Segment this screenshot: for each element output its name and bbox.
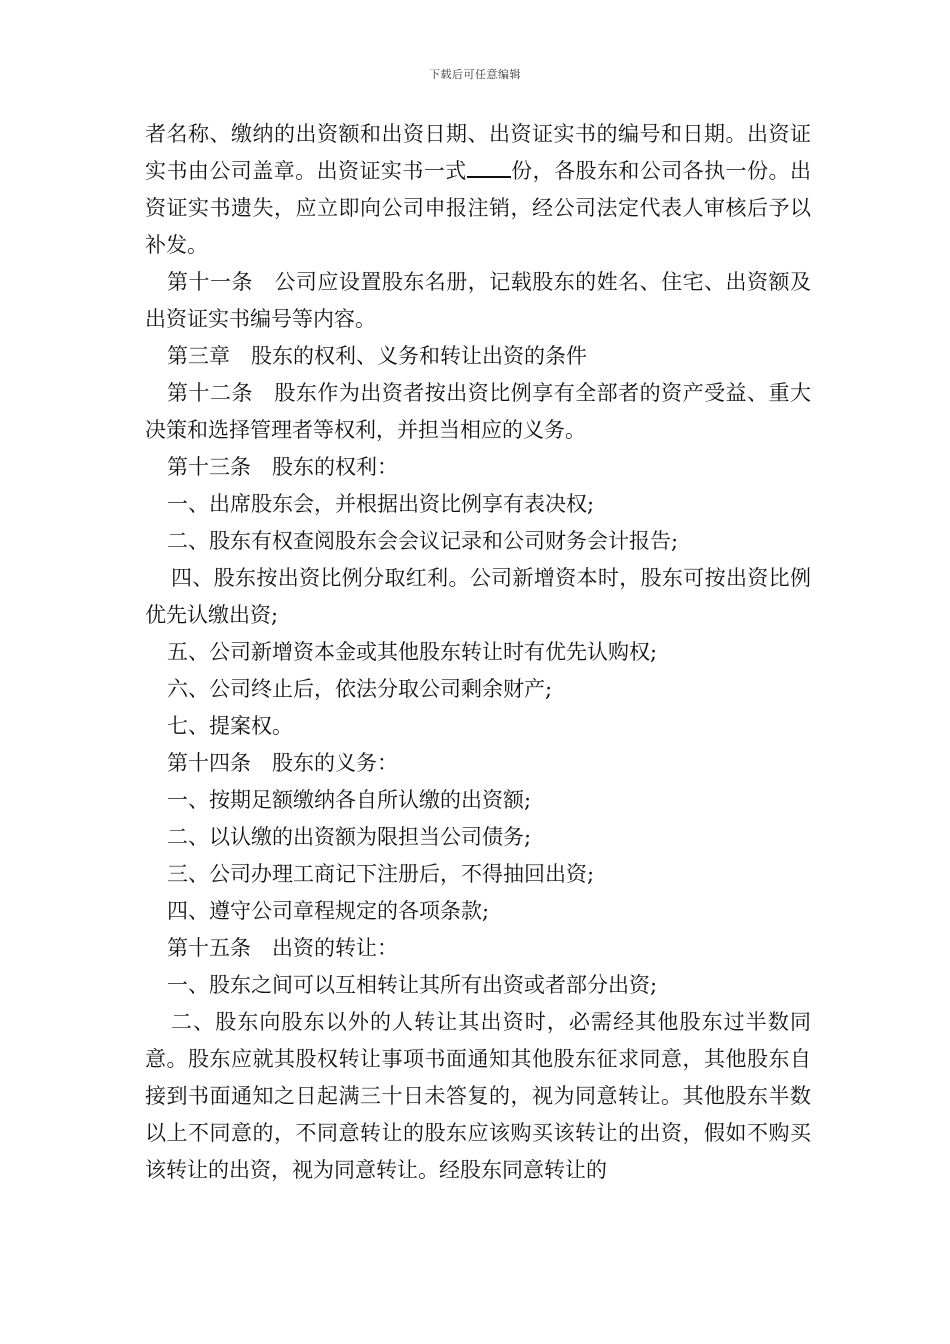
list-item: 三、公司办理工商记下注册后，不得抽回出资; [167,862,595,886]
list-item: 五、公司新增资本金或其他股东转让时有优先认购权; [167,640,658,664]
article-13: 第十三条 股东的权利： [167,455,398,479]
fill-in-blank [467,156,511,178]
article-15: 第十五条 出资的转让： [167,936,398,960]
list-item: 一、按期足额缴纳各自所认缴的出资额; [167,788,532,812]
document-body [145,116,811,1189]
list-item: 二、股东有权查阅股东会会议记录和公司财务会计报告; [167,529,679,553]
list-item: 七、提案权。 [167,714,293,738]
paragraph-text: 份，各股东和公司各执一份。出资证实书遗失，应立即向公司申报注销，经公司法定代表人审核后予以补发。 [145,159,812,257]
article-14: 第十四条 股东的义务： [167,751,398,775]
page-header-note: 下载后可任意编辑 [429,68,521,81]
article-11: 第十一条 公司应设置股东名册，记载股东的姓名、住宅、出资额及出资证实书编号等内容。 [145,270,811,331]
paragraph-capital-certificate [145,116,811,264]
list-item: 四、股东按出资比例分取红利。公司新增资本时，股东可按出资比例优先认缴出资; [145,566,811,627]
list-item: 二、股东向股东以外的人转让其出资时，必需经其他股东过半数同意。股东应就其股权转让事项书面通知其他股东征求同意，其他股东自接到书面通知之日起满三十日未答复的，视为同意转让。其他股东半数以上不同意的，不同意转让的股东应该购买该转让的出资，假如不购买该转让的出资，视为同意转让。经股东同意转让的 [145,1010,811,1182]
paragraph-text: 者名称、缴纳的出资额和出资日期、出资证实书的编号和日期。出资证实书由公司盖章。出资证实书一式 [145,122,811,183]
list-item: 一、出席股东会，并根据出资比例享有表决权; [167,492,595,516]
list-item: 四、遵守公司章程规定的各项条款; [167,899,490,923]
chapter-3-heading: 第三章 股东的权利、义务和转让出资的条件 [167,344,587,368]
list-item: 二、以认缴的出资额为限担当公司债务; [167,825,532,849]
list-item: 六、公司终止后，依法分取公司剩余财产; [167,677,553,701]
list-item: 一、股东之间可以互相转让其所有出资或者部分出资; [167,973,658,997]
article-12: 第十二条 股东作为出资者按出资比例享有全部者的资产受益、重大决策和选择管理者等权利，并担当相应的义务。 [145,381,811,442]
